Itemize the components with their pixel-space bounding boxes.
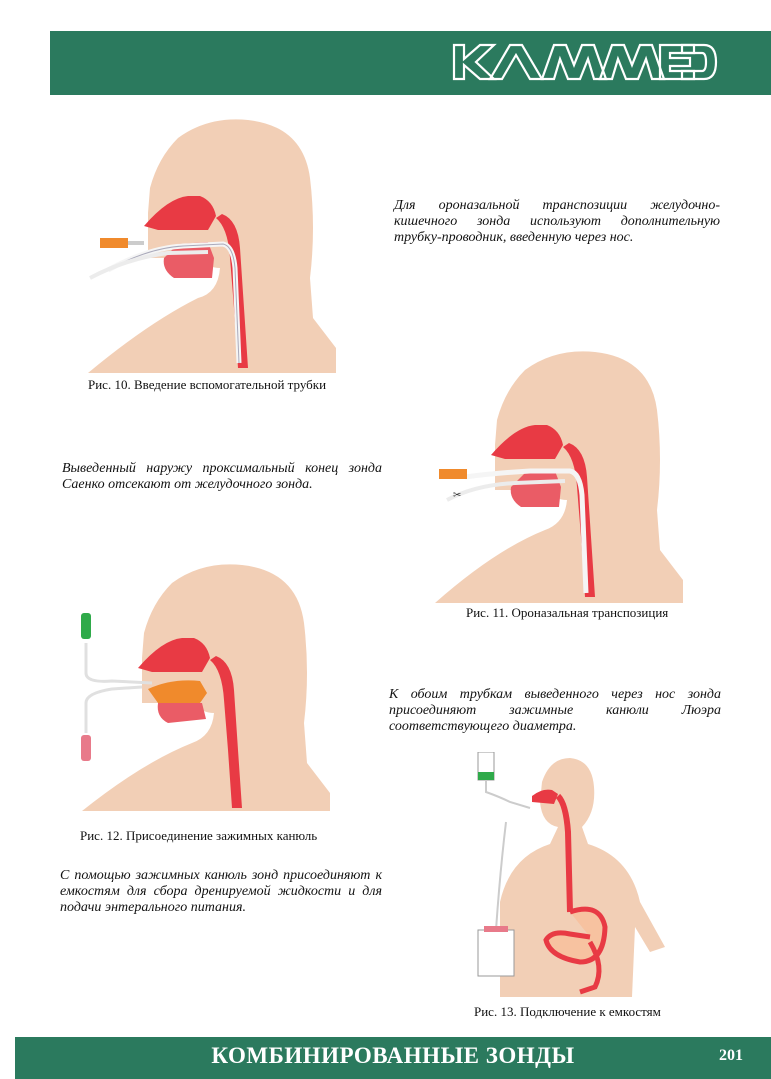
figure-11-caption: Рис. 11. Ороназальная транспозиция (466, 605, 669, 620)
figure-11-illustration (435, 335, 685, 605)
paragraph-1 (394, 198, 720, 246)
paragraph-2 (62, 461, 382, 493)
page-number: 201 (719, 1047, 743, 1064)
paragraph-3-text: К обоим трубкам выведенного через нос зонда присоединяют зажимные канюли Люэра соответствующего диаметра. (389, 687, 721, 734)
figure-13-caption: Рис. 13. Подключение к емкостям (474, 1004, 661, 1019)
paragraph-4 (60, 868, 382, 916)
figure-10-illustration (88, 118, 338, 373)
section-title: КОМБИНИРОВАННЫЕ ЗОНДЫ (211, 1043, 575, 1068)
header-band (50, 31, 771, 95)
figure-13-illustration (470, 752, 670, 997)
figure-10-caption: Рис. 10. Введение вспомогательной трубки (88, 377, 327, 392)
paragraph-1-text: Для ороназальной транспозиции желудочно-кишечного зонда используют дополнительную трубку-проводник, введенную через нос. (394, 198, 720, 245)
svg-text:✂: ✂ (453, 490, 462, 501)
figure-12-caption: Рис. 12. Присоединение зажимных канюль (80, 828, 318, 843)
kammed-logo (450, 31, 720, 95)
paragraph-3 (389, 687, 721, 735)
paragraph-4-text: С помощью зажимных канюль зонд присоединяют к емкостям для сбора дренируемой жидкости и для подачи энтерального питания. (60, 868, 382, 915)
figure-12-illustration (72, 553, 332, 815)
footer-band (15, 1037, 771, 1079)
paragraph-2-text: Выведенный наружу проксимальный конец зонда Саенко отсекают от желудочного зонда. (62, 461, 382, 492)
